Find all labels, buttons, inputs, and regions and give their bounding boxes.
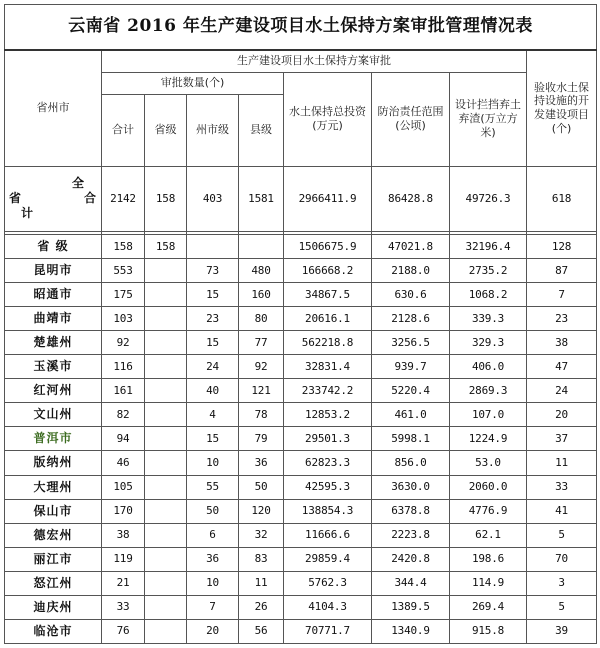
table-row	[5, 595, 597, 619]
cell-county: 120	[239, 499, 284, 523]
cell-investment: 62823.3	[284, 451, 372, 475]
cell-control-area: 461.0	[372, 403, 450, 427]
region-name: 保山市	[5, 499, 102, 523]
cell-provincial	[145, 451, 187, 475]
cell-provincial	[145, 619, 187, 643]
cell-waste-slag: 915.8	[450, 619, 527, 643]
cell-provincial	[145, 595, 187, 619]
cell-provincial	[145, 403, 187, 427]
region-name: 迪庆州	[5, 595, 102, 619]
cell-control-area: 1389.5	[372, 595, 450, 619]
header-provincial: 省级	[145, 95, 187, 167]
cell-total: 116	[102, 355, 145, 379]
region-name: 红河州	[5, 379, 102, 403]
cell-provincial	[145, 355, 187, 379]
cell-prefecture: 55	[187, 475, 239, 499]
cell-total: 76	[102, 619, 145, 643]
table-row	[5, 235, 597, 259]
cell-investment: 20616.1	[284, 307, 372, 331]
header-total: 合计	[102, 95, 145, 167]
cell-county: 121	[239, 379, 284, 403]
total-label-part-1: 全	[71, 176, 85, 191]
cell-control-area: 630.6	[372, 283, 450, 307]
cell-total: 105	[102, 475, 145, 499]
approval-table	[4, 4, 597, 644]
table-row	[5, 403, 597, 427]
cell-waste-slag: 269.4	[450, 595, 527, 619]
cell-acceptance: 47	[527, 355, 597, 379]
cell-total: 92	[102, 331, 145, 355]
region-name: 临沧市	[5, 619, 102, 643]
header-waste-slag: 设计拦挡弃土弃渣(万立方米)	[450, 72, 527, 166]
region-name: 德宏州	[5, 523, 102, 547]
cell-provincial	[145, 427, 187, 451]
total-row-label	[5, 166, 102, 231]
cell-prefecture	[187, 235, 239, 259]
cell-provincial	[145, 307, 187, 331]
cell-waste-slag: 49726.3	[450, 166, 527, 231]
header-group-main: 生产建设项目水土保持方案审批	[102, 50, 527, 73]
region-name: 曲靖市	[5, 307, 102, 331]
cell-total: 82	[102, 403, 145, 427]
cell-county: 77	[239, 331, 284, 355]
cell-investment: 4104.3	[284, 595, 372, 619]
cell-investment: 1506675.9	[284, 235, 372, 259]
cell-acceptance: 7	[527, 283, 597, 307]
cell-control-area: 2223.8	[372, 523, 450, 547]
cell-county: 79	[239, 427, 284, 451]
cell-prefecture: 6	[187, 523, 239, 547]
header-prefecture: 州市级	[187, 95, 239, 167]
cell-control-area: 5220.4	[372, 379, 450, 403]
cell-provincial	[145, 499, 187, 523]
header-investment: 水土保持总投资(万元)	[284, 72, 372, 166]
region-name: 版纳州	[5, 451, 102, 475]
cell-total: 38	[102, 523, 145, 547]
cell-prefecture: 15	[187, 283, 239, 307]
cell-total: 2142	[102, 166, 145, 231]
cell-investment: 32831.4	[284, 355, 372, 379]
cell-prefecture: 15	[187, 427, 239, 451]
table-row	[5, 379, 597, 403]
cell-prefecture: 4	[187, 403, 239, 427]
cell-waste-slag: 62.1	[450, 523, 527, 547]
cell-total: 158	[102, 235, 145, 259]
cell-total: 170	[102, 499, 145, 523]
region-name: 丽江市	[5, 547, 102, 571]
cell-acceptance: 618	[527, 166, 597, 231]
cell-control-area: 344.4	[372, 571, 450, 595]
cell-control-area: 1340.9	[372, 619, 450, 643]
cell-waste-slag: 329.3	[450, 331, 527, 355]
cell-total: 175	[102, 283, 145, 307]
cell-control-area: 2420.8	[372, 547, 450, 571]
cell-prefecture: 7	[187, 595, 239, 619]
region-name: 大理州	[5, 475, 102, 499]
header-county: 县级	[239, 95, 284, 167]
region-name: 玉溪市	[5, 355, 102, 379]
cell-county: 32	[239, 523, 284, 547]
cell-investment: 233742.2	[284, 379, 372, 403]
region-name: 怒江州	[5, 571, 102, 595]
cell-acceptance: 33	[527, 475, 597, 499]
cell-county: 80	[239, 307, 284, 331]
cell-prefecture: 40	[187, 379, 239, 403]
cell-prefecture: 23	[187, 307, 239, 331]
cell-provincial	[145, 547, 187, 571]
cell-prefecture: 10	[187, 451, 239, 475]
cell-acceptance: 87	[527, 259, 597, 283]
cell-provincial	[145, 571, 187, 595]
cell-county: 83	[239, 547, 284, 571]
cell-control-area: 47021.8	[372, 235, 450, 259]
total-label-part-3: 计	[21, 206, 35, 221]
table-row	[5, 547, 597, 571]
cell-waste-slag: 2060.0	[450, 475, 527, 499]
cell-waste-slag: 4776.9	[450, 499, 527, 523]
region-name: 昭通市	[5, 283, 102, 307]
cell-county: 26	[239, 595, 284, 619]
cell-waste-slag: 1068.2	[450, 283, 527, 307]
region-name: 楚雄州	[5, 331, 102, 355]
table-row	[5, 259, 597, 283]
cell-waste-slag: 339.3	[450, 307, 527, 331]
header-region: 省州市	[5, 50, 102, 167]
cell-control-area: 5998.1	[372, 427, 450, 451]
cell-provincial: 158	[145, 235, 187, 259]
cell-waste-slag: 1224.9	[450, 427, 527, 451]
cell-provincial	[145, 283, 187, 307]
cell-county: 50	[239, 475, 284, 499]
cell-total: 553	[102, 259, 145, 283]
cell-waste-slag: 114.9	[450, 571, 527, 595]
table-row	[5, 571, 597, 595]
cell-county: 36	[239, 451, 284, 475]
table-row	[5, 523, 597, 547]
cell-county: 78	[239, 403, 284, 427]
table-row	[5, 619, 597, 643]
cell-county: 1581	[239, 166, 284, 231]
cell-investment: 562218.8	[284, 331, 372, 355]
cell-investment: 12853.2	[284, 403, 372, 427]
cell-total: 33	[102, 595, 145, 619]
cell-provincial	[145, 523, 187, 547]
cell-control-area: 856.0	[372, 451, 450, 475]
cell-investment: 29501.3	[284, 427, 372, 451]
cell-prefecture: 15	[187, 331, 239, 355]
cell-prefecture: 50	[187, 499, 239, 523]
cell-county: 11	[239, 571, 284, 595]
cell-total: 119	[102, 547, 145, 571]
header-control-area: 防治责任范围(公顷)	[372, 72, 450, 166]
cell-total: 103	[102, 307, 145, 331]
cell-waste-slag: 107.0	[450, 403, 527, 427]
cell-waste-slag: 53.0	[450, 451, 527, 475]
table-row	[5, 499, 597, 523]
region-name: 省 级	[5, 235, 102, 259]
table-title: 云南省 2016 年生产建设项目水土保持方案审批管理情况表	[5, 5, 597, 50]
cell-county: 160	[239, 283, 284, 307]
cell-total: 46	[102, 451, 145, 475]
cell-waste-slag: 198.6	[450, 547, 527, 571]
cell-investment: 166668.2	[284, 259, 372, 283]
cell-prefecture: 24	[187, 355, 239, 379]
cell-prefecture: 403	[187, 166, 239, 231]
cell-waste-slag: 32196.4	[450, 235, 527, 259]
cell-investment: 2966411.9	[284, 166, 372, 231]
cell-investment: 29859.4	[284, 547, 372, 571]
cell-provincial	[145, 331, 187, 355]
table-row	[5, 355, 597, 379]
cell-acceptance: 24	[527, 379, 597, 403]
cell-control-area: 939.7	[372, 355, 450, 379]
cell-acceptance: 39	[527, 619, 597, 643]
cell-total: 21	[102, 571, 145, 595]
region-name: 昆明市	[5, 259, 102, 283]
table-row	[5, 331, 597, 355]
cell-waste-slag: 2869.3	[450, 379, 527, 403]
cell-control-area: 6378.8	[372, 499, 450, 523]
header-approval-count: 审批数量(个)	[102, 72, 284, 95]
cell-provincial	[145, 475, 187, 499]
cell-control-area: 86428.8	[372, 166, 450, 231]
table-row	[5, 307, 597, 331]
cell-provincial	[145, 379, 187, 403]
cell-waste-slag: 2735.2	[450, 259, 527, 283]
cell-control-area: 2128.6	[372, 307, 450, 331]
cell-acceptance: 11	[527, 451, 597, 475]
total-row	[5, 166, 597, 231]
cell-investment: 5762.3	[284, 571, 372, 595]
cell-provincial: 158	[145, 166, 187, 231]
cell-investment: 11666.6	[284, 523, 372, 547]
cell-acceptance: 5	[527, 595, 597, 619]
cell-total: 161	[102, 379, 145, 403]
cell-county	[239, 235, 284, 259]
cell-county: 92	[239, 355, 284, 379]
cell-provincial	[145, 259, 187, 283]
cell-prefecture: 20	[187, 619, 239, 643]
table-row	[5, 427, 597, 451]
cell-investment: 42595.3	[284, 475, 372, 499]
cell-acceptance: 5	[527, 523, 597, 547]
total-label-part-2: 省 合	[9, 191, 97, 206]
table-row	[5, 283, 597, 307]
table-row	[5, 475, 597, 499]
cell-prefecture: 10	[187, 571, 239, 595]
cell-control-area: 3256.5	[372, 331, 450, 355]
cell-acceptance: 20	[527, 403, 597, 427]
cell-investment: 70771.7	[284, 619, 372, 643]
table-row	[5, 451, 597, 475]
cell-prefecture: 36	[187, 547, 239, 571]
cell-total: 94	[102, 427, 145, 451]
region-name: 普洱市	[5, 427, 102, 451]
cell-control-area: 2188.0	[372, 259, 450, 283]
cell-waste-slag: 406.0	[450, 355, 527, 379]
region-name: 文山州	[5, 403, 102, 427]
cell-acceptance: 128	[527, 235, 597, 259]
cell-acceptance: 37	[527, 427, 597, 451]
cell-county: 56	[239, 619, 284, 643]
cell-acceptance: 23	[527, 307, 597, 331]
cell-county: 480	[239, 259, 284, 283]
cell-acceptance: 41	[527, 499, 597, 523]
cell-control-area: 3630.0	[372, 475, 450, 499]
header-acceptance: 验收水土保持设施的开发建设项目(个)	[527, 50, 597, 167]
cell-prefecture: 73	[187, 259, 239, 283]
cell-investment: 138854.3	[284, 499, 372, 523]
cell-acceptance: 70	[527, 547, 597, 571]
cell-acceptance: 38	[527, 331, 597, 355]
cell-acceptance: 3	[527, 571, 597, 595]
cell-investment: 34867.5	[284, 283, 372, 307]
